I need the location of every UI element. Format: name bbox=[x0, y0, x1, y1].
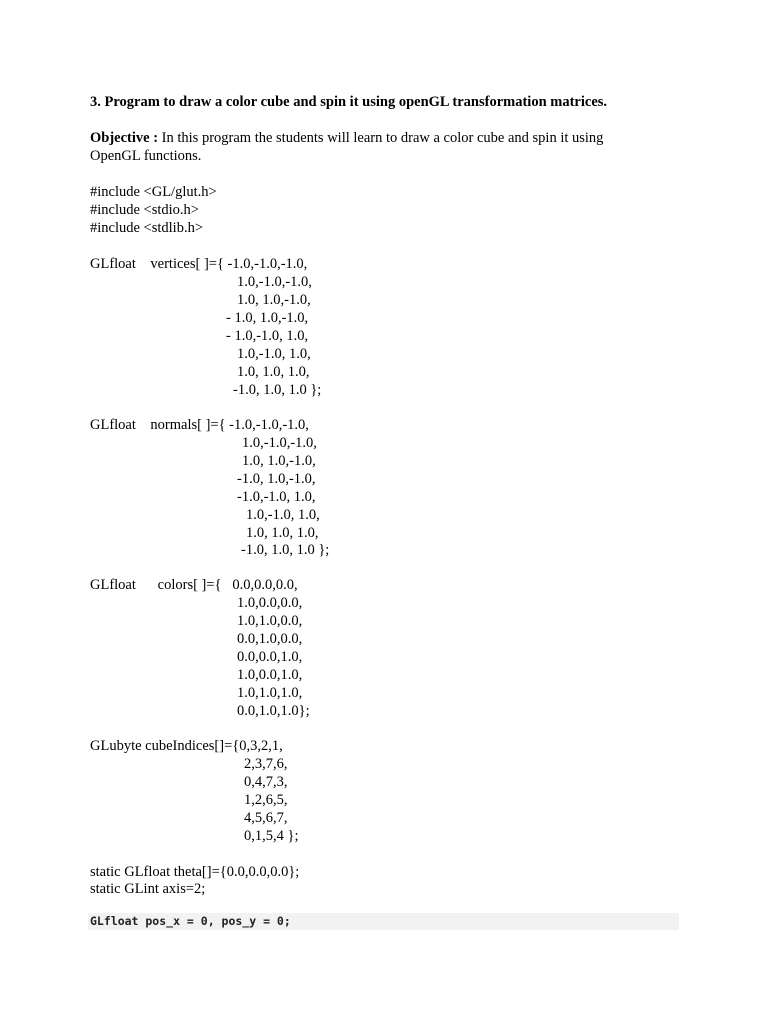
colors-row: 1.0,0.0,1.0, bbox=[237, 667, 303, 683]
normals-row: 1.0,-1.0, 1.0, bbox=[246, 507, 320, 523]
static-line: static GLfloat theta[]={0.0,0.0,0.0}; bbox=[90, 864, 300, 880]
normals-row: -1.0, 1.0,-1.0, bbox=[237, 471, 316, 487]
normals-row: 1.0, 1.0,-1.0, bbox=[242, 453, 316, 469]
vertices-row: 1.0,-1.0,-1.0, bbox=[237, 274, 312, 290]
vertices-row: - 1.0,-1.0, 1.0, bbox=[226, 328, 309, 344]
normals-row: 1.0, 1.0, 1.0, bbox=[246, 525, 319, 541]
colors-row: 1.0,1.0,0.0, bbox=[237, 613, 303, 629]
colors-row: 0.0,1.0,0.0, bbox=[237, 631, 303, 647]
indices-declaration: GLubyte cubeIndices[]={0,3,2,1, bbox=[90, 738, 283, 754]
include-line: #include <stdlib.h> bbox=[90, 220, 204, 236]
colors-row: 1.0,0.0,0.0, bbox=[237, 595, 303, 611]
include-line: #include <stdio.h> bbox=[90, 202, 199, 218]
colors-row: 1.0,1.0,1.0, bbox=[237, 685, 303, 701]
objective-text-1: In this program the students will learn to draw a color cube and spin it using bbox=[158, 130, 604, 146]
normals-row: 1.0,-1.0,-1.0, bbox=[242, 435, 317, 451]
vertices-row: - 1.0, 1.0,-1.0, bbox=[226, 310, 309, 326]
vertices-declaration: GLfloat vertices[ ]={ -1.0,-1.0,-1.0, bbox=[90, 256, 308, 272]
normals-declaration: GLfloat normals[ ]={ -1.0,-1.0,-1.0, bbox=[90, 417, 309, 433]
static-line: static GLint axis=2; bbox=[90, 881, 206, 897]
code-block bbox=[88, 913, 679, 930]
colors-declaration: GLfloat colors[ ]={ 0.0,0.0,0.0, bbox=[90, 577, 298, 593]
indices-row: 2,3,7,6, bbox=[244, 756, 288, 772]
normals-row: -1.0,-1.0, 1.0, bbox=[237, 489, 316, 505]
page-title: 3. Program to draw a color cube and spin it using openGL transformation matrices. bbox=[90, 94, 608, 110]
indices-row: 0,4,7,3, bbox=[244, 774, 288, 790]
colors-row: 0.0,0.0,1.0, bbox=[237, 649, 303, 665]
vertices-row: -1.0, 1.0, 1.0 }; bbox=[233, 382, 322, 398]
objective-line-1 bbox=[90, 129, 603, 147]
vertices-row: 1.0, 1.0, 1.0, bbox=[237, 364, 310, 380]
vertices-row: 1.0, 1.0,-1.0, bbox=[237, 292, 311, 308]
colors-row: 0.0,1.0,1.0}; bbox=[237, 703, 310, 719]
normals-row: -1.0, 1.0, 1.0 }; bbox=[241, 542, 330, 558]
indices-row: 0,1,5,4 }; bbox=[244, 828, 299, 844]
indices-row: 1,2,6,5, bbox=[244, 792, 288, 808]
vertices-row: 1.0,-1.0, 1.0, bbox=[237, 346, 311, 362]
include-line: #include <GL/glut.h> bbox=[90, 184, 217, 200]
code-line: GLfloat pos_x = 0, pos_y = 0; bbox=[90, 914, 291, 928]
objective-label: Objective : bbox=[90, 130, 159, 146]
indices-row: 4,5,6,7, bbox=[244, 810, 288, 826]
objective-text-2: OpenGL functions. bbox=[90, 148, 202, 164]
